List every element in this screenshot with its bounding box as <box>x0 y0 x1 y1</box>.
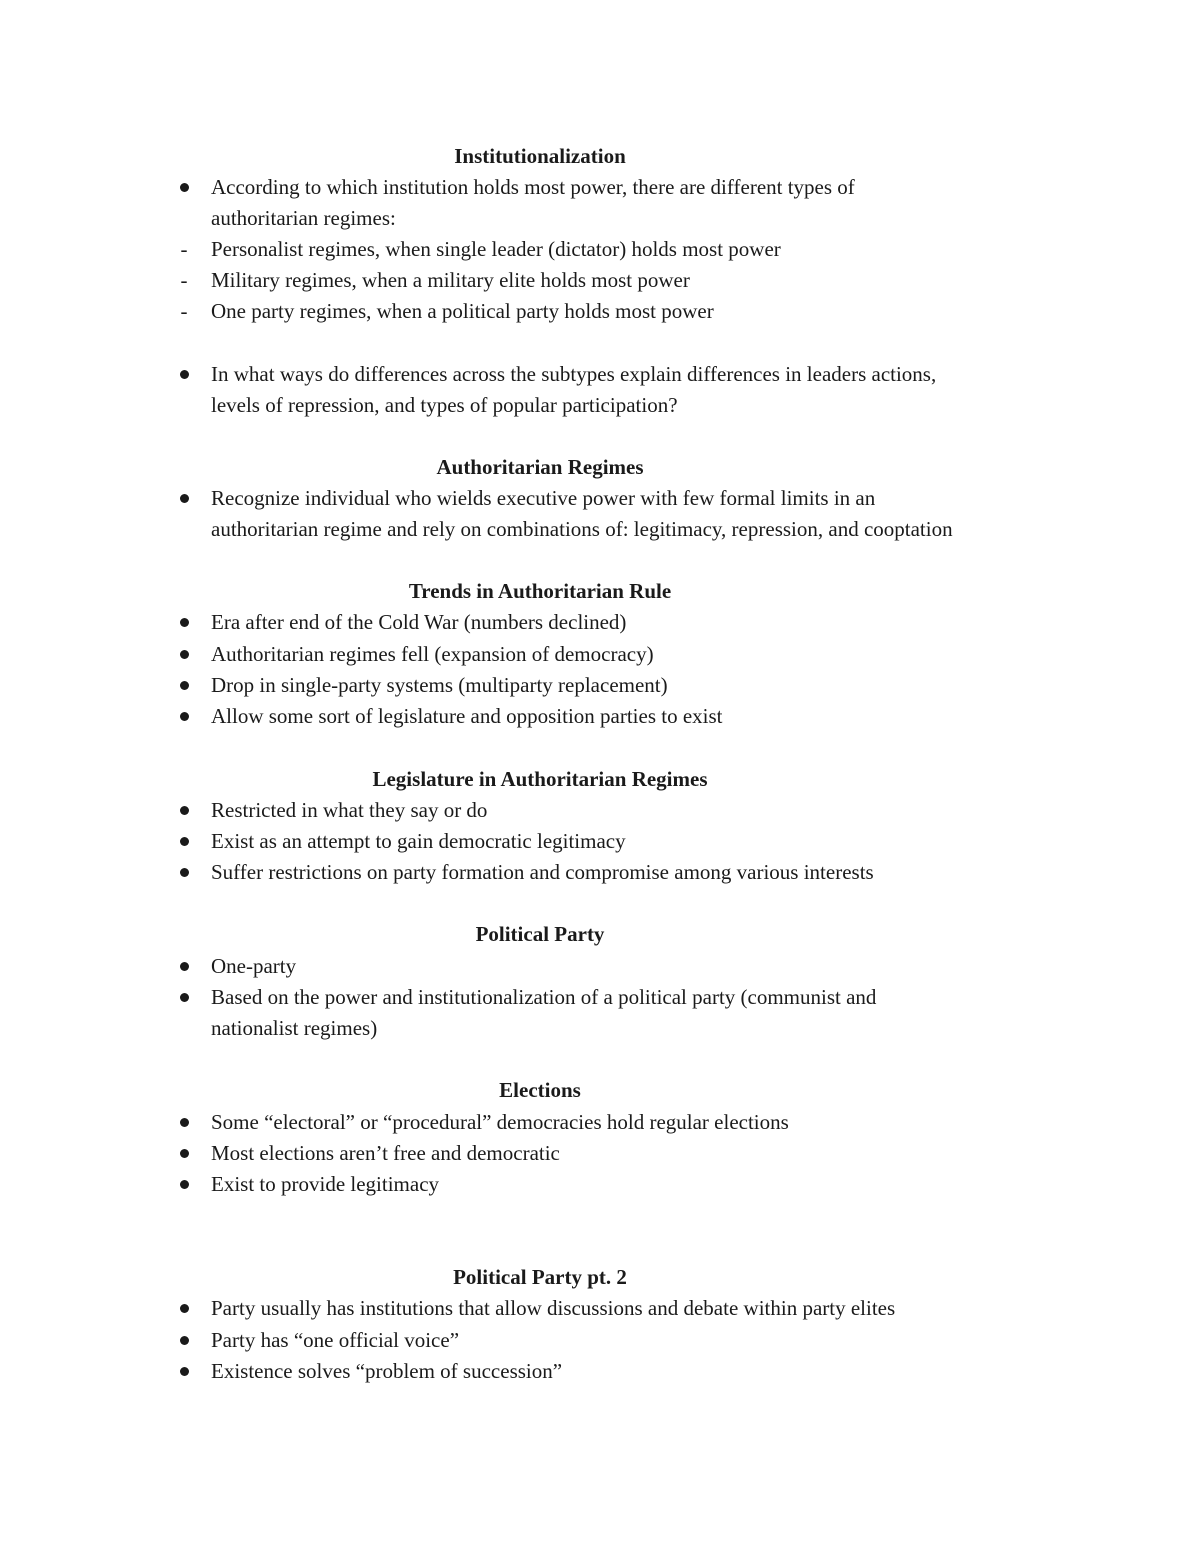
section-heading-elections: Elections <box>499 1078 581 1102</box>
list-item: Personalist regimes, when single leader (dictator) holds most power <box>211 237 781 261</box>
section-heading-legislature: Legislature in Authoritarian Regimes <box>372 767 708 791</box>
dash-marker: - <box>180 299 188 323</box>
list-item: Party usually has institutions that allow discussions and debate within party elites <box>211 1296 896 1320</box>
bullet-icon <box>176 701 192 732</box>
list-item: Suffer restrictions on party formation and compromise among various interests <box>211 860 874 884</box>
bullet-icon <box>176 795 192 826</box>
dash-marker: - <box>180 268 188 292</box>
list-item: In what ways do differences across the subtypes explain differences in leaders actions, <box>211 362 937 386</box>
list-item: Exist as an attempt to gain democratic legitimacy <box>211 829 626 853</box>
bullet-icon <box>176 172 192 203</box>
section-heading-institutionalization: Institutionalization <box>454 144 626 168</box>
section-heading-political-party-pt2: Political Party pt. 2 <box>453 1265 627 1289</box>
bullet-icon <box>176 1107 192 1138</box>
bullet-icon <box>176 982 192 1013</box>
bullet-icon <box>176 857 192 888</box>
bullet-icon <box>176 826 192 857</box>
list-item: Party has “one official voice” <box>211 1328 460 1352</box>
list-item: Military regimes, when a military elite holds most power <box>211 268 690 292</box>
section-heading-trends: Trends in Authoritarian Rule <box>408 579 672 603</box>
bullet-icon <box>176 483 192 514</box>
list-item: Most elections aren’t free and democratic <box>211 1141 560 1165</box>
bullet-icon <box>176 951 192 982</box>
bullet-icon <box>176 639 192 670</box>
bullet-icon <box>176 1293 192 1324</box>
list-item-continuation: nationalist regimes) <box>211 1016 378 1040</box>
list-item: Restricted in what they say or do <box>211 798 488 822</box>
list-item: Based on the power and institutionalization of a political party (communist and <box>211 985 877 1009</box>
list-item: Existence solves “problem of succession” <box>211 1359 563 1383</box>
bullet-icon <box>176 1138 192 1169</box>
bullet-icon <box>176 1169 192 1200</box>
list-item-continuation: levels of repression, and types of popular participation? <box>211 393 678 417</box>
list-item: Authoritarian regimes fell (expansion of democracy) <box>211 642 654 666</box>
bullet-icon <box>176 359 192 390</box>
bullet-icon <box>176 1356 192 1387</box>
list-item: One-party <box>211 954 297 978</box>
list-item: According to which institution holds most power, there are different types of <box>211 175 855 199</box>
list-item-continuation: authoritarian regime and rely on combinations of: legitimacy, repression, and cooptation <box>211 517 953 541</box>
list-item: Era after end of the Cold War (numbers declined) <box>211 610 627 634</box>
dash-marker: - <box>180 237 188 261</box>
bullet-icon <box>176 1325 192 1356</box>
list-item: Some “electoral” or “procedural” democracies hold regular elections <box>211 1110 789 1134</box>
list-item: Allow some sort of legislature and opposition parties to exist <box>211 704 723 728</box>
list-item: Drop in single-party systems (multiparty replacement) <box>211 673 668 697</box>
section-heading-political-party: Political Party <box>475 922 605 946</box>
list-item: Recognize individual who wields executive power with few formal limits in an <box>211 486 876 510</box>
list-item: One party regimes, when a political party holds most power <box>211 299 714 323</box>
list-item: Exist to provide legitimacy <box>211 1172 440 1196</box>
bullet-icon <box>176 607 192 638</box>
section-heading-authoritarian-regimes: Authoritarian Regimes <box>436 455 644 479</box>
bullet-icon <box>176 670 192 701</box>
list-item-continuation: authoritarian regimes: <box>211 206 396 230</box>
